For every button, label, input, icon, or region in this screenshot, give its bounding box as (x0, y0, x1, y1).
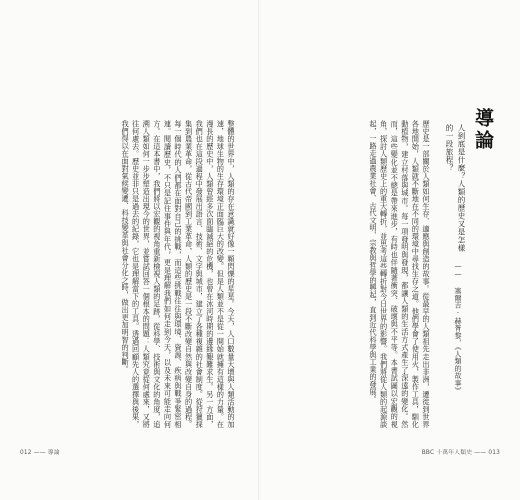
right-page (261, 0, 520, 500)
right-body-text: 歷史是一部關於人類如何生存、適應與創造的故事。從最早的人類祖先走出非洲，遷徙到世界各地開始，人類就不斷地在不同的環境中尋找生存之道。他們學會了使用火，製作工具，馴化動植物，建立村落與城市。每一項發明與發現，都讓人類的生活方式產生了深遠的變化。然而，這些變化並不總是帶來進步，有時也伴隨著衝突、破壞與不平等。本書試圖以宏觀的視角，探討人類歷史上的重大轉折，並思考這些轉折對今日世界的影響。我們將從人類的起源談起，一路走過農業社會、古代文明、宗教與哲學的興起，直到近代科學與工業的發展。 (369, 120, 431, 428)
chapter-title: 導論 (472, 108, 494, 152)
right-page-footer: BBC 十萬年人類史 —— 013 (421, 450, 500, 456)
left-body-text: 整體的世界中，人類的存在意識就好像一顆閃爍的星星。今天，人口數量大增與人類活動的加速，地球生物的生存環境正面臨巨大的改變。但是人類並不是從一開始就擁有這樣的力量。在漫長的歷史中，人類曾經多次面臨滅絕的危機，也曾在冰河時期的邊緣艱難求生。另一方面，我們也在這段過程中發展出語言、技術、文字與城市，建立了各種複雜的社會制度。從狩獵採集到農業革命，從古代帝國到工業革命，人類的歷史是一段不斷改變自然與改變自身的過程。每一個時代的人們都在面對自己的挑戰，而這些挑戰往往與環境、資源、疾病與戰爭緊密相連。閱讀歷史，不只是記住事件與年代，更是理解我們如何走到今天，以及未來可能走向何方。在這本書中，我們將以宏觀的視角重新檢視人類的足跡，從科學、技術與文化的角度，追溯人類如何一步步塑造出現今的世界，並嘗試回答一個根本的問題：人類究竟從何處來，又將往何處去。歷史並非只是過去的紀錄，它也是理解當下的工具。透過回顧先人的選擇與後果，我們得以在面對氣候變遷、科技變革與社會分化之時，做出更加明智的判斷。 (121, 120, 236, 428)
epigraph: 人到底是什麼？人類的歷史又是怎樣的一段旅程？ (445, 124, 466, 252)
epigraph-attribution: —— 塞爾吉·赫胥黎，《人類的故事》 (454, 262, 462, 394)
left-page-footer: 012 —— 導論 (20, 450, 60, 456)
left-page (0, 0, 259, 500)
